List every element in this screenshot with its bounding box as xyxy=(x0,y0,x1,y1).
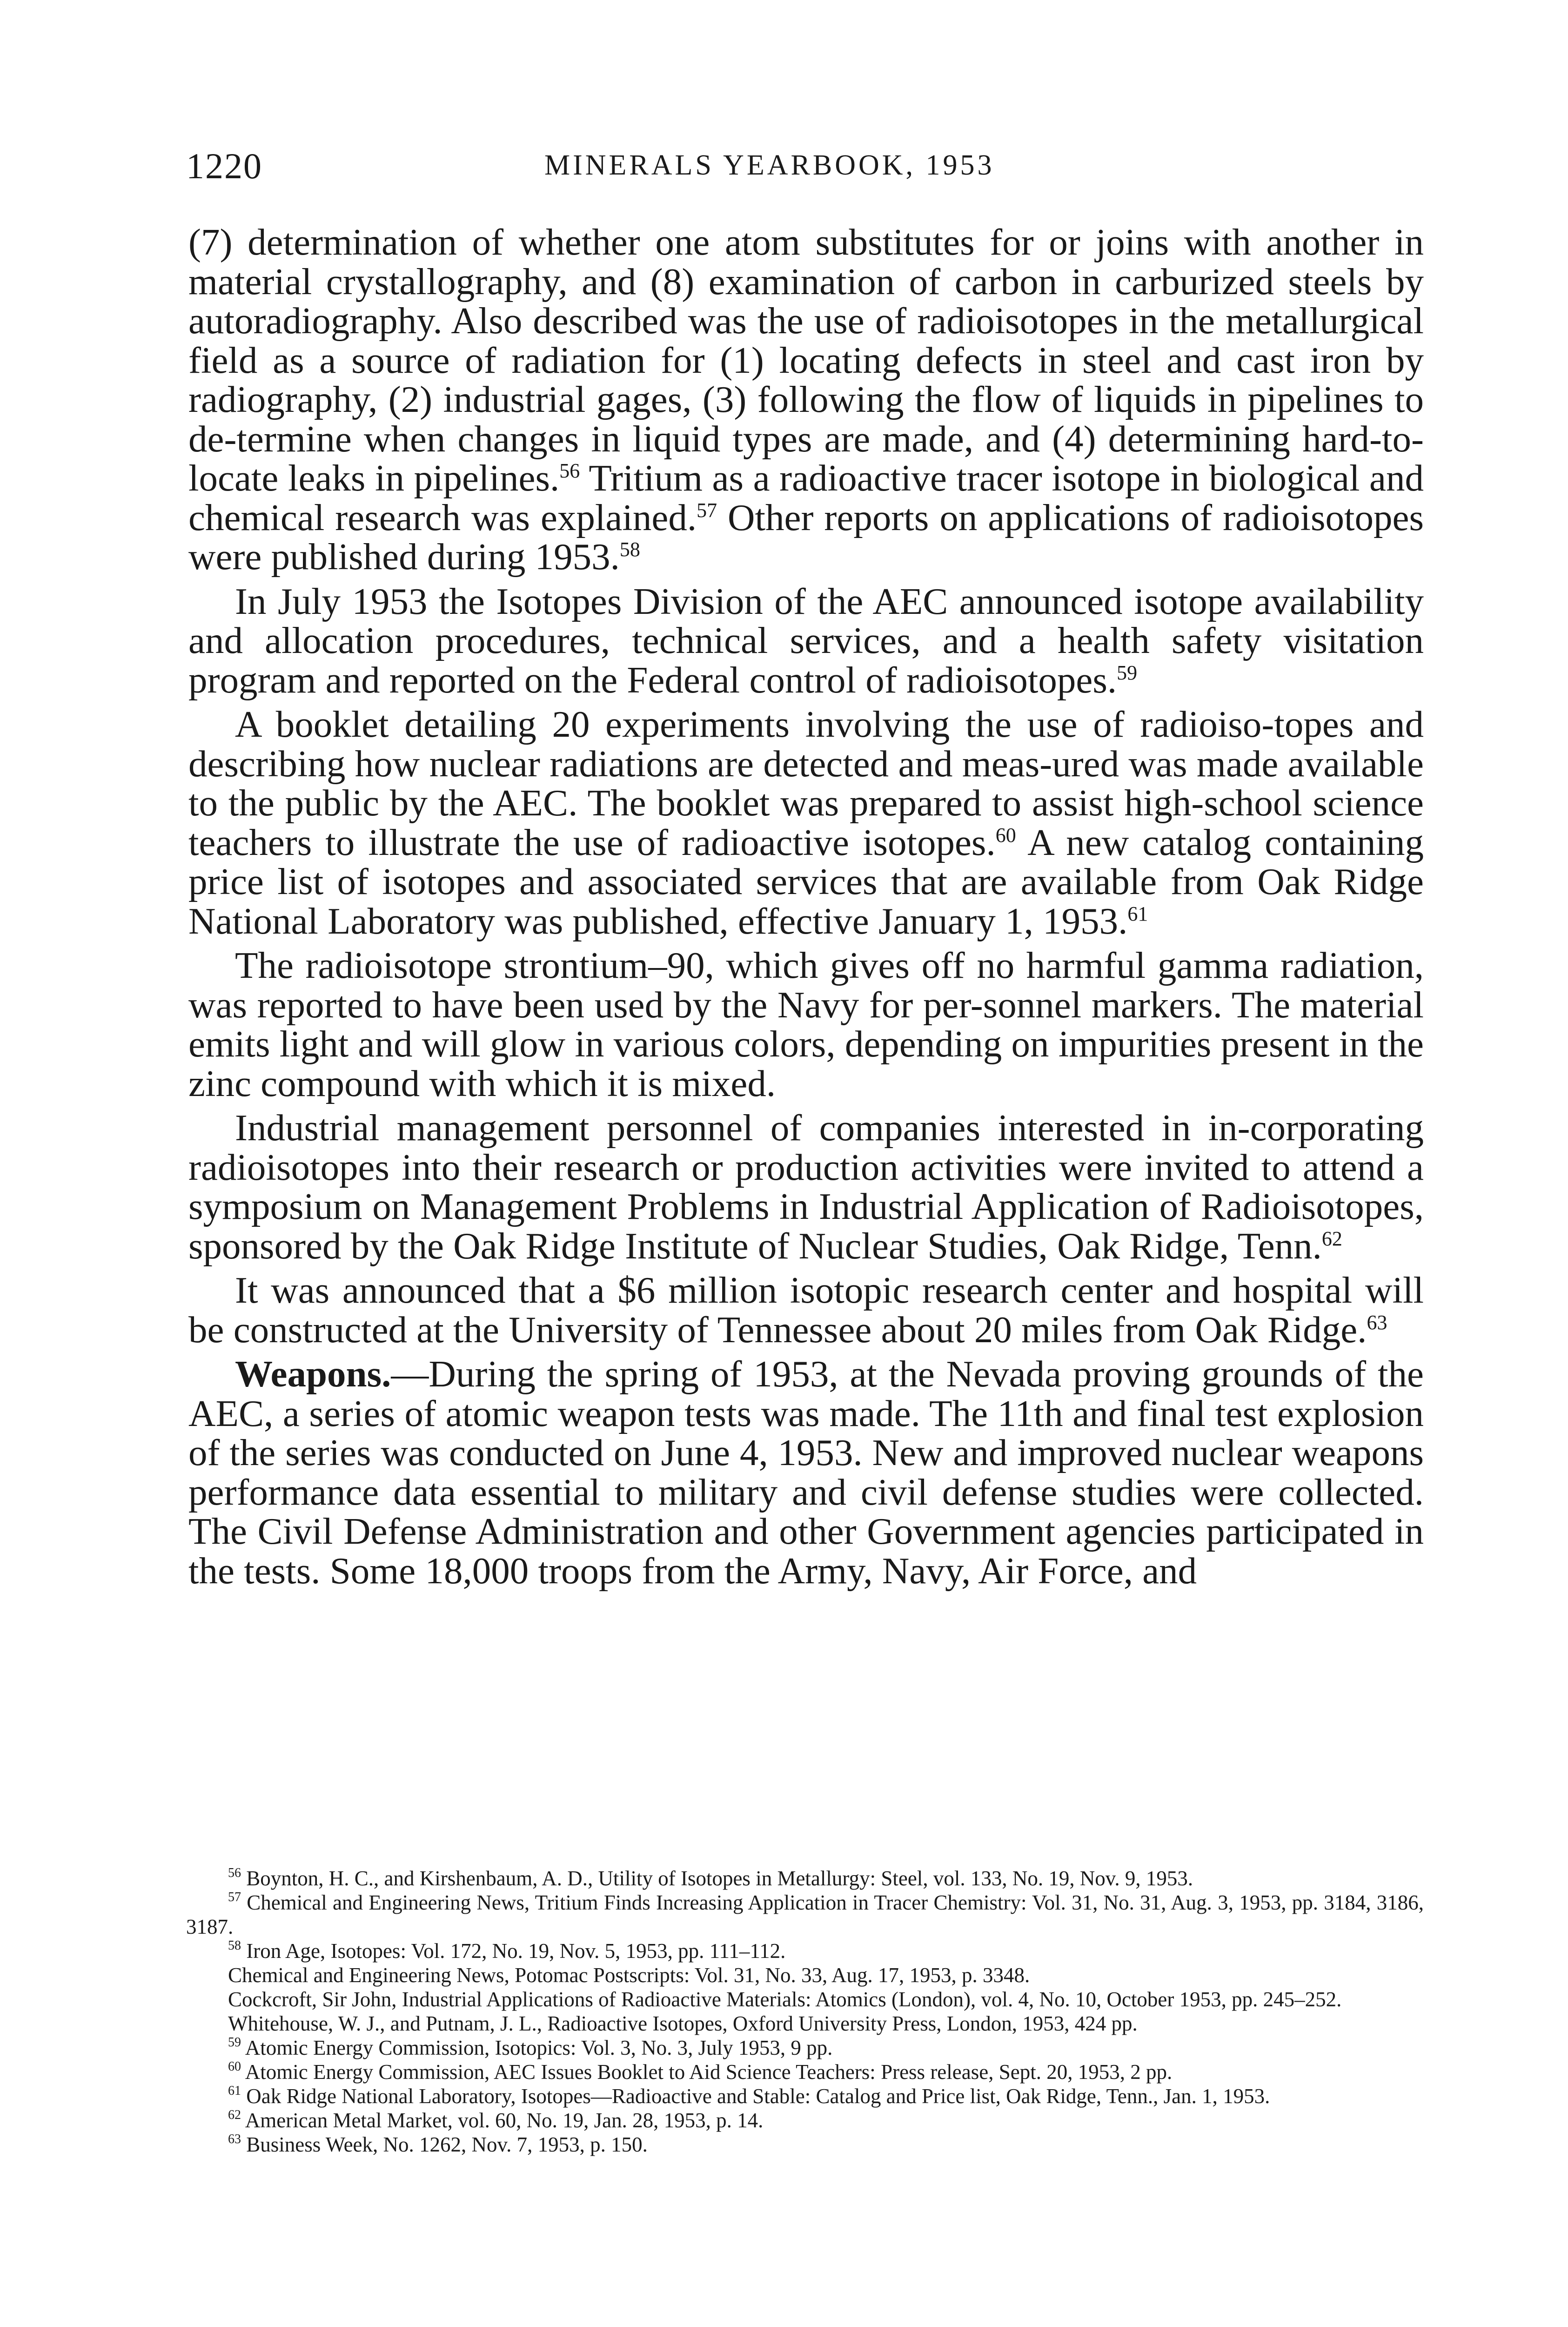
footnote-ref-59: 59 xyxy=(1117,661,1138,684)
footnote-ref-63: 63 xyxy=(1367,1311,1387,1334)
footnote-ref-60: 60 xyxy=(995,823,1016,847)
footnote-mark: 58 xyxy=(228,1938,241,1953)
footnote-mark: 61 xyxy=(228,2084,241,2098)
footnote xyxy=(186,1866,1424,1890)
footnote xyxy=(186,1987,1424,2011)
paragraph-7 xyxy=(188,1354,1424,1590)
footnote-ref-58: 58 xyxy=(619,538,640,561)
footnote-ref-56: 56 xyxy=(559,459,580,482)
footnote xyxy=(186,1890,1424,1939)
body-text xyxy=(188,222,1424,1595)
footnote-ref-57: 57 xyxy=(697,498,717,522)
footnote-text: Chemical and Engineering News, Potomac Postscripts: Vol. 31, No. 33, Aug. 17, 1953, p. 3348. xyxy=(228,1964,1030,1987)
footnote xyxy=(186,2060,1424,2084)
footnote-mark: 59 xyxy=(228,2035,241,2050)
running-title: MINERALS YEARBOOK, 1953 xyxy=(544,149,995,181)
section-run-in-heading: Weapons. xyxy=(235,1353,391,1395)
footnote-ref-61: 61 xyxy=(1127,902,1148,925)
footnote-text: Atomic Energy Commission, Isotopics: Vol. 3, No. 3, July 1953, 9 pp. xyxy=(245,2036,833,2059)
paragraph-7-text: —During the spring of 1953, at the Nevada proving grounds of the AEC, a series of atomic weapon tests was made. The 11th and final test explosion of the series was conducted on June 4, 1953. New and improved nuclear weapons performance data essential to military and civil defense studies were collected. The Civil Defense Administration and other Government agencies participated in the tests. Some 18,000 troops from the Army, Navy, Air Force, and xyxy=(188,1353,1424,1592)
paragraph-1-text-a: (7) determination of whether one atom substitutes for or joins with another in material crystallography, and (8) examination of carbon in carburized steels by autoradiography. Also described was the use of radioisotopes in the metallurgical field as a source of radiation for (1) locating defects in steel and cast iron by radiography, (2) industrial gages, (3) following the flow of liquids in pipelines to de-termine when changes in liquid types are made, and (4) determining hard-to-locate leaks in pipelines. xyxy=(188,221,1424,499)
page-header xyxy=(186,145,1424,187)
footnote xyxy=(186,2132,1424,2157)
footnote xyxy=(186,1939,1424,1963)
footnote-text: Chemical and Engineering News, Tritium Finds Increasing Application in Tracer Chemistry: Vol. 31, No. 31, Aug. 3, 1953, pp. 3184, 3186, 3187. xyxy=(186,1891,1424,1938)
footnote xyxy=(186,2036,1424,2060)
footnote-text: Iron Age, Isotopes: Vol. 172, No. 19, Nov. 5, 1953, pp. 111–112. xyxy=(246,1939,786,1963)
footnote-mark: 60 xyxy=(228,2059,241,2074)
footnote-text: Business Week, No. 1262, Nov. 7, 1953, p. 150. xyxy=(246,2133,648,2156)
footnote-text: Boynton, H. C., and Kirshenbaum, A. D., Utility of Isotopes in Metallurgy: Steel, vol. 133, No. 19, Nov. 9, 1953. xyxy=(246,1867,1193,1890)
page-number: 1220 xyxy=(186,146,262,186)
paragraph-5-text: Industrial management personnel of companies interested in in-corporating radioisotopes into their research or production activities were invited to attend a symposium on Management Problems in Industrial Application of Radioisotopes, sponsored by the Oak Ridge Institute of Nuclear Studies, Oak Ridge, Tenn. xyxy=(188,1107,1424,1267)
footnote-text: Oak Ridge National Laboratory, Isotopes—Radioactive and Stable: Catalog and Price list, Oak Ridge, Tenn., Jan. 1, 1953. xyxy=(246,2085,1270,2108)
paragraph-6-text: It was announced that a $6 million isotopic research center and hospital will be constructed at the University of Tennessee about 20 miles from Oak Ridge. xyxy=(188,1269,1424,1351)
footnote-mark: 56 xyxy=(228,1866,241,1880)
paragraph-2-text: In July 1953 the Isotopes Division of the AEC announced isotope availability and allocation procedures, technical services, and a health safety visitation program and reported on the Federal control of radioisotopes. xyxy=(188,580,1424,701)
paragraph-3-text-b: A new catalog containing price list of isotopes and associated services that are available from Oak Ridge National Laboratory was published, effective January 1, 1953. xyxy=(188,821,1424,942)
paragraph-4 xyxy=(188,946,1424,1103)
footnote xyxy=(186,2084,1424,2108)
paragraph-4-text: The radioisotope strontium–90, which gives off no harmful gamma radiation, was reported to have been used by the Navy for per-sonnel markers. The material emits light and will glow in various colors, depending on impurities present in the zinc compound with which it is mixed. xyxy=(188,944,1424,1104)
paragraph-1 xyxy=(188,222,1424,577)
footnote-text: Cockcroft, Sir John, Industrial Applications of Radioactive Materials: Atomics (London), vol. 4, No. 10, October 1953, pp. 245–252. xyxy=(228,1988,1342,2011)
footnote-text: Whitehouse, W. J., and Putnam, J. L., Radioactive Isotopes, Oxford University Press, London, 1953, 424 pp. xyxy=(228,2012,1138,2035)
footnote xyxy=(186,2011,1424,2036)
footnote-text: Atomic Energy Commission, AEC Issues Booklet to Aid Science Teachers: Press release, Sept. 20, 1953, 2 pp. xyxy=(245,2060,1173,2084)
paragraph-6 xyxy=(188,1271,1424,1349)
footnote xyxy=(186,1963,1424,1987)
paragraph-1-text-c: Other reports on applications of radioisotopes were published during 1953. xyxy=(188,496,1424,578)
footnote-mark: 62 xyxy=(228,2108,241,2122)
paragraph-3-text-a: A booklet detailing 20 experiments involving the use of radioiso-topes and describing how nuclear radiations are detected and meas-ured was made available to the public by the AEC. The booklet was prepared to assist high-school science teachers to illustrate the use of radioactive isotopes. xyxy=(188,703,1424,863)
footnote-ref-62: 62 xyxy=(1321,1227,1342,1250)
paragraph-1-text-b: Tritium as a radioactive tracer isotope in biological and chemical research was explained. xyxy=(188,457,1424,538)
footnotes xyxy=(186,1866,1424,2157)
footnote xyxy=(186,2108,1424,2132)
paragraph-2 xyxy=(188,582,1424,700)
footnote-mark: 63 xyxy=(228,2132,241,2146)
footnote-mark: 57 xyxy=(228,1890,241,1904)
paragraph-5 xyxy=(188,1108,1424,1265)
paragraph-3 xyxy=(188,705,1424,941)
footnote-text: American Metal Market, vol. 60, No. 19, Jan. 28, 1953, p. 14. xyxy=(245,2109,764,2132)
